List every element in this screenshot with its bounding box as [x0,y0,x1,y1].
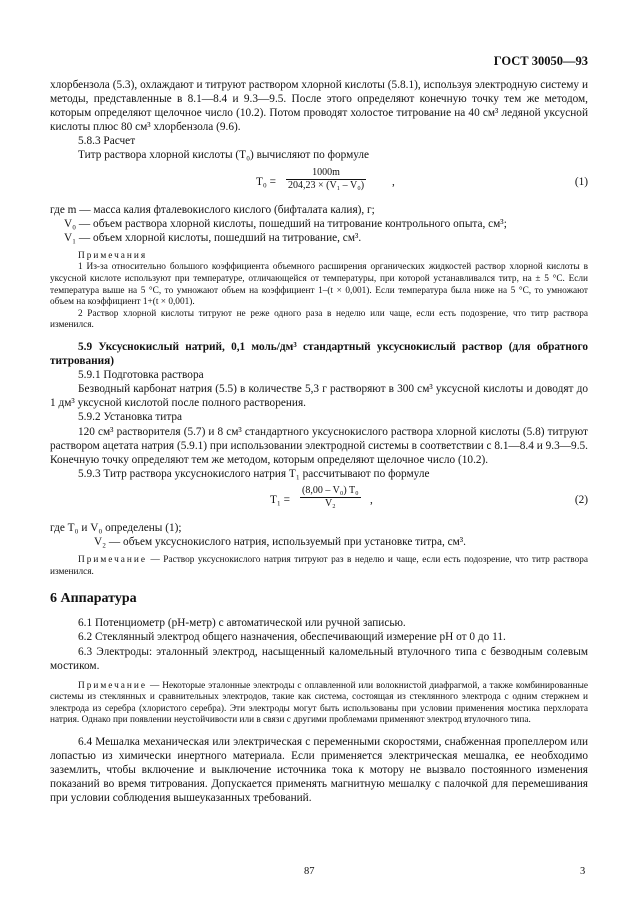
formula-1-number: (1) [574,175,588,188]
notes-title: Примечания [78,250,148,261]
formula-1 [50,163,588,203]
section-5-9-1-heading: 5.9.1 Подготовка раствора [78,369,204,382]
section-6-heading: 6 Аппаратура [50,591,137,607]
formula-2-numerator: (8,00 – V₀) T₀ [302,484,359,496]
where-v0: V₀ — объем раствора хлорной кислоты, пошедший на титрование контрольного опыта, см³; [64,217,507,230]
section-5-9-1-text: Безводный карбонат натрия (5.5) в количестве 5,3 г растворяют в 300 см³ уксусной кислоты и доводят до 1 дм³ уксусной кислотой после полного растворения. [50,383,588,410]
formula-2-lhs: T₁ = [270,493,291,506]
document-body [50,78,588,806]
note-4-label: Примечание [78,680,147,691]
running-header: ГОСТ 30050—93 [493,54,588,68]
formula-2-number: (2) [574,493,588,506]
formula-2-denominator: V₂ [324,497,336,509]
intro-paragraph: хлорбензола (5.3), охлаждают и титруют раствором хлорной кислоты (5.8.1), используя электродную систему и методы, представленные в 8.1—8.4 и 9.3—9.5. После этого определяют конечную точку тем же методом, которым определяют щелочное число (10.2). Потом проводят холостое титрование на 40 см³ ледяной уксусной кислоты плюс 80 см³ хлорбензола (9.6). [50,79,588,134]
section-5-9-2-heading: 5.9.2 Установка титра [78,411,183,424]
formula-1-lhs: T₀ = [256,175,277,188]
section-5-8-3-heading: 5.8.3 Расчет [78,135,136,148]
section-5-9-2-text: 120 см³ растворителя (5.7) и 8 см³ стандартного уксуснокислого раствора хлорной кислоты (5.8) титруют раствором ацетата натрия (5.9.1) при использовании электродной системы в соответствии с 8.1—8.4 и 9.3—9.5. Конечную точку определяют тем же методом, которым определяют щелочное число (10.2). [50,425,588,466]
formula-1-fraction [286,167,366,192]
formula-1-denominator: 204,23 × (V₁ – V₀) [288,179,365,191]
section-6-4: 6.4 Мешалка механическая или электрическая с переменными скоростями, снабженная пропеллером или лопастью из химически инертного материала. Если применяется электрическая мешалка, ее необходимо заземлить, чтобы включение и выключение источника тока к мотору не вызвало постоянного изменения показаний во время титрования. Допускается применять магнитную мешалку с палочкой для перемешивания при условии соблюдения вышеуказанных требований. [50,736,588,805]
formula-1-comma: , [392,175,395,188]
section-6-2: 6.2 Стеклянный электрод общего назначения, обеспечивающий измерение рН от 0 до 11. [78,631,506,644]
section-6-3: 6.3 Электроды: эталонный электрод, насыщенный каломельный втулочного типа с безводным солевым мостиком. [50,645,588,672]
section-5-8-3-text: Титр раствора хлорной кислоты (T₀) вычисляют по формуле [78,149,370,162]
where-m: где m — масса калия фталевокислого кислого (бифталата калия), г; [50,203,375,216]
where-v2: V₂ — объем уксуснокислого натрия, используемый при установке титра, см³. [94,536,466,549]
section-5-9-3-text: 5.9.3 Титр раствора уксуснокислого натрия T₁ рассчитывают по формуле [78,467,430,480]
formula-2-fraction [300,485,361,510]
note-1: 1 Из-за относительно большого коэффициента объемного расширения органических жидкостей раствор хлорной кислоты в уксусной кислоте используют при температуре, отличающейся от температуры, при которой устанавливался титр, на ± 5 °С. Если температура выше на 5 °С, то умножают объем на коэффициент 1–(t × 0,001). Если температура была ниже на 5 °С, то умножают объем на коэффициент 1+(t × 0,001). [50,262,588,308]
note-3 [50,555,588,578]
formula-2 [50,481,588,521]
note-4 [50,681,588,727]
where-v1: V₁ — объем хлорной кислоты, пошедший на титрование, см³. [64,231,362,244]
formula-1-numerator: 1000m [312,166,340,178]
section-6-1: 6.1 Потенциометр (рН-метр) с автоматической или ручной записью. [78,617,406,630]
note-4-text: — Некоторые эталонные электроды с оплавленной или волокнистой диафрагмой, а также комбинированные системы из стеклянных и сравнительных электродов, такие как система, состоящая из стеклянного электрода с одним стержнем и электрода из серебра (хлористого серебра). Эти электроды могут быть использованы при условии применения мостика перхлората натрия. Однако при появлении неустойчивости или в связи с другими проблемами применяют электрод втулочного типа. [50,680,588,726]
where-t0-v0: где T₀ и V₀ определены (1); [50,521,182,534]
note-3-text: — Раствор уксуснокислого натрия титруют раз в неделю и чаще, если есть подозрение, что титр раствора изменился. [50,555,588,577]
page-number-center: 87 [304,866,315,877]
note-3-label: Примечание [78,555,147,566]
page-number-right: 3 [580,866,586,877]
section-5-9-heading: 5.9 Уксуснокислый натрий, 0,1 моль/дм³ стандартный уксуснокислый раствор (для обратного титрования) [50,341,588,368]
formula-2-comma: , [370,493,373,506]
note-2: 2 Раствор хлорной кислоты титруют не реже одного раза в неделю или чаще, если есть подозрение, что титр раствора изменился. [50,308,588,331]
